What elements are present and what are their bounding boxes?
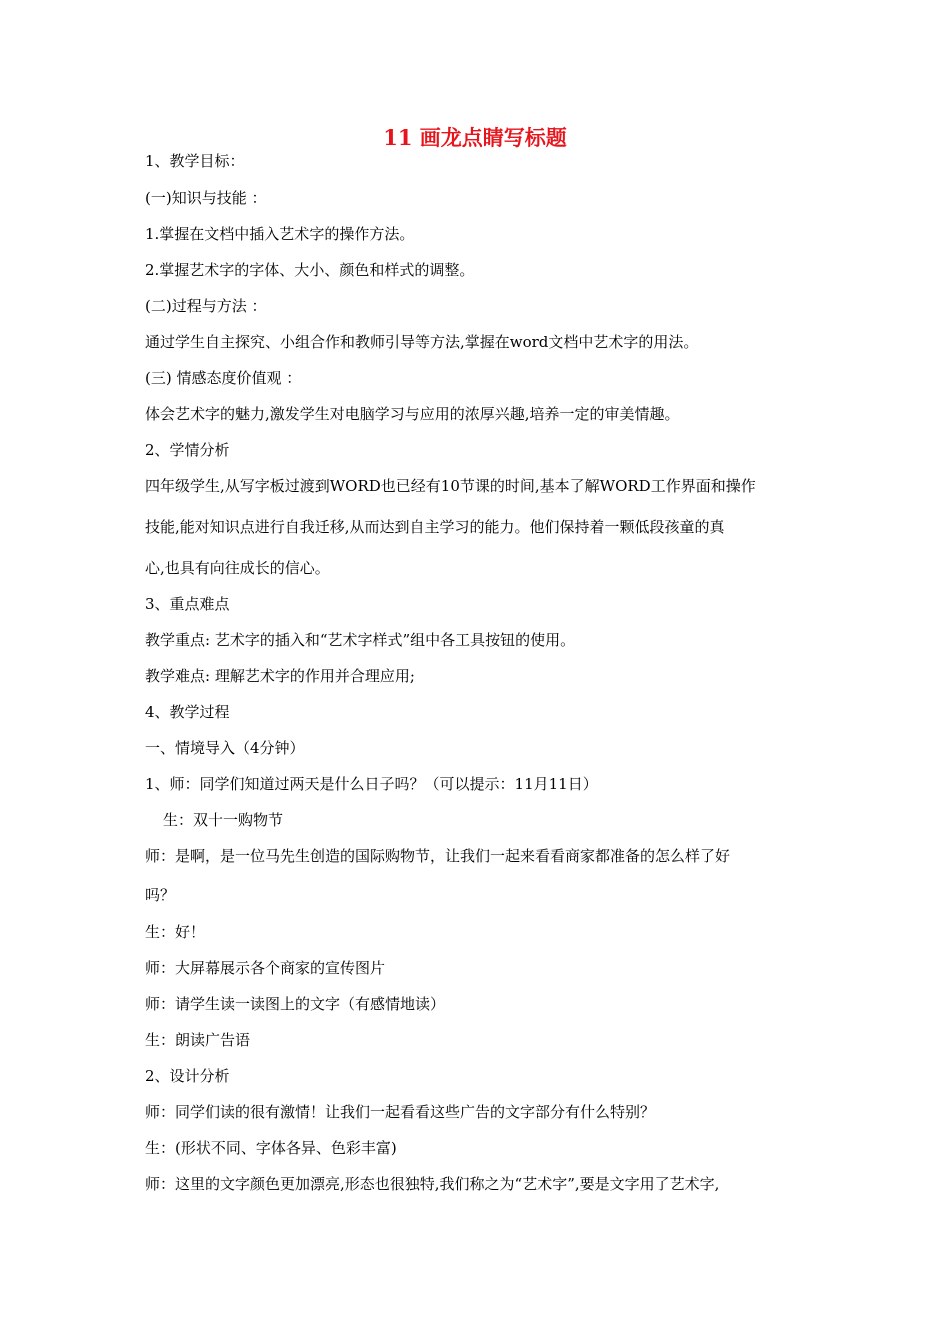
heading-key-points: 3、重点难点 bbox=[145, 595, 230, 613]
paragraph: 师：请学生读一读图上的文字（有感情地读） bbox=[145, 995, 446, 1013]
paragraph: 师：同学们读的很有激情！让我们一起看看这些广告的文字部分有什么特别？ bbox=[145, 1103, 656, 1121]
subheading-intro: 一、情境导入（4分钟） bbox=[145, 739, 305, 757]
paragraph: 四年级学生,从写字板过渡到WORD也已经有10节课的时间,基本了解WORD工作界面和操作 bbox=[145, 477, 756, 495]
subheading-emotion: (三) 情感态度价值观 ： bbox=[145, 369, 302, 387]
paragraph: 教学难点: 理解艺术字的作用并合理应用; bbox=[145, 667, 415, 685]
paragraph: 1、师：同学们知道过两天是什么日子吗？（可以提示：11月11日） bbox=[145, 775, 598, 793]
paragraph: 心,也具有向往成长的信心。 bbox=[145, 559, 330, 577]
paragraph: 生：双十一购物节 bbox=[163, 811, 284, 829]
paragraph: 师：是啊，是一位马先生创造的国际购物节，让我们一起来看看商家都准备的怎么样了好 bbox=[145, 847, 731, 865]
document-title: 11 画龙点睛写标题 bbox=[383, 125, 567, 150]
subheading-knowledge: (一)知识与技能 ： bbox=[145, 189, 267, 207]
heading-objectives: 1、教学目标： bbox=[145, 152, 245, 170]
paragraph: 1.掌握在文档中插入艺术字的操作方法。 bbox=[145, 225, 415, 243]
paragraph: 教学重点: 艺术字的插入和“艺术字样式”组中各工具按钮的使用。 bbox=[145, 631, 576, 649]
paragraph: 生：朗读广告语 bbox=[145, 1031, 251, 1049]
heading-analysis: 2、学情分析 bbox=[145, 441, 230, 459]
subheading-process: (二)过程与方法 ： bbox=[145, 297, 267, 315]
paragraph: 2.掌握艺术字的字体、大小、颜色和样式的调整。 bbox=[145, 261, 475, 279]
heading-procedure: 4、教学过程 bbox=[145, 703, 230, 721]
paragraph: 师：这里的文字颜色更加漂亮,形态也很独特,我们称之为“艺术字”,要是文字用了艺术字, bbox=[145, 1175, 720, 1193]
paragraph: 技能,能对知识点进行自我迁移,从而达到自主学习的能力。他们保持着一颗低段孩童的真 bbox=[145, 518, 725, 536]
subheading-design: 2、设计分析 bbox=[145, 1067, 230, 1085]
paragraph: 生：(形状不同、字体各异、色彩丰富) bbox=[145, 1139, 397, 1157]
paragraph: 生：好！ bbox=[145, 923, 206, 941]
paragraph: 通过学生自主探究、小组合作和教师引导等方法,掌握在word文档中艺术字的用法。 bbox=[145, 333, 699, 351]
paragraph: 吗？ bbox=[145, 886, 176, 904]
paragraph: 体会艺术字的魅力,激发学生对电脑学习与应用的浓厚兴趣,培养一定的审美情趣。 bbox=[145, 405, 680, 423]
paragraph: 师：大屏幕展示各个商家的宣传图片 bbox=[145, 959, 386, 977]
